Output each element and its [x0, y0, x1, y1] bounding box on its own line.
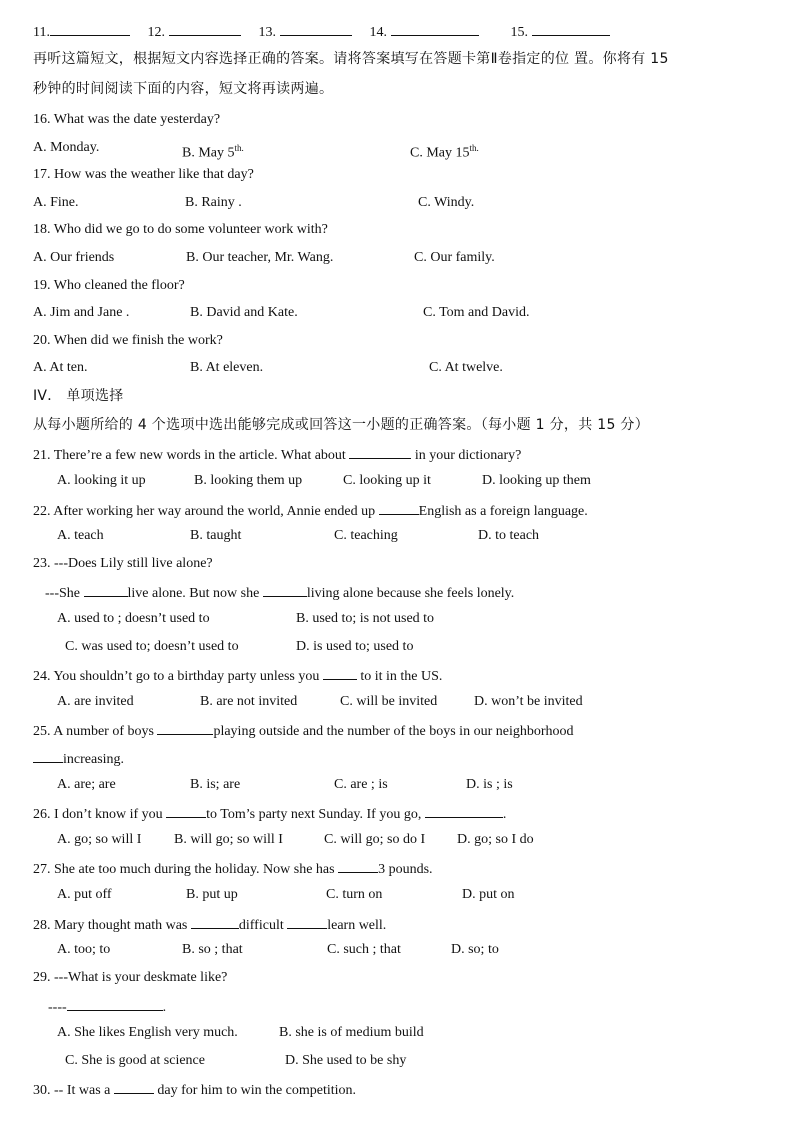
question-23-reply-end: living alone because she feels lonely.	[306, 586, 515, 601]
blank-24[interactable]	[323, 665, 357, 680]
question-28-text-end: learn well.	[327, 918, 387, 933]
question-25	[33, 720, 574, 741]
answer-label-11: 11.	[33, 25, 50, 40]
question-23-reply	[45, 582, 514, 603]
question-30	[33, 1079, 356, 1100]
option-23-b[interactable]: B. used to; is not used to	[296, 611, 435, 626]
option-28-c[interactable]: C. such ; that	[327, 942, 401, 957]
answer-blank-11[interactable]	[50, 21, 130, 36]
option-22-b[interactable]: B. taught	[190, 528, 242, 543]
blank-29[interactable]	[67, 996, 163, 1011]
option-25-d[interactable]: D. is ; is	[466, 777, 513, 792]
option-29-b[interactable]: B. she is of medium build	[279, 1025, 424, 1040]
option-27-d[interactable]: D. put on	[462, 887, 515, 902]
option-16-c-sup: th.	[469, 143, 479, 153]
option-21-d[interactable]: D. looking up them	[482, 473, 591, 488]
blank-25-1[interactable]	[157, 720, 213, 735]
blank-28-2[interactable]	[287, 914, 327, 929]
question-26	[33, 803, 506, 824]
option-23-c[interactable]: C. was used to; doesn’t used to	[65, 639, 239, 654]
option-16-b-text: B. May 5	[182, 145, 235, 161]
option-28-a[interactable]: A. too; to	[57, 942, 111, 957]
option-24-a[interactable]: A. are invited	[57, 694, 134, 709]
question-25-text-end: playing outside and the number of the boys in our neighborhood	[213, 724, 574, 739]
option-29-d[interactable]: D. She used to be shy	[285, 1053, 407, 1068]
question-20: 20. When did we finish the work?	[33, 333, 223, 348]
option-19-c[interactable]: C. Tom and David.	[423, 305, 530, 320]
option-20-b[interactable]: B. At eleven.	[190, 360, 264, 375]
question-23-reply-mid: live alone. But now she	[127, 586, 263, 601]
listening-instruction-line2: 秒钟的时间阅读下面的内容，短文将再读两遍。	[33, 81, 334, 97]
question-29-reply	[48, 996, 166, 1017]
question-25-line2-text: increasing.	[63, 752, 125, 767]
blank-25-2[interactable]	[33, 748, 63, 763]
question-21-text: 21. There’re a few new words in the article. What about	[33, 448, 350, 463]
question-28-text-mid: difficult	[238, 918, 288, 933]
blank-28-1[interactable]	[191, 914, 239, 929]
answer-row	[33, 21, 610, 42]
option-26-c[interactable]: C. will go; so do I	[324, 832, 426, 847]
question-19: 19. Who cleaned the floor?	[33, 278, 185, 293]
question-21	[33, 444, 521, 465]
question-29-reply-end: .	[162, 1000, 167, 1015]
question-17: 17. How was the weather like that day?	[33, 167, 254, 182]
option-16-c-text: C. May 15	[410, 145, 470, 161]
option-28-d[interactable]: D. so; to	[451, 942, 499, 957]
question-28	[33, 914, 386, 935]
answer-label-12: 12.	[147, 25, 165, 40]
question-24-text-end: to it in the US.	[356, 669, 443, 684]
question-25-line2	[33, 748, 124, 769]
option-28-b[interactable]: B. so ; that	[182, 942, 243, 957]
option-26-b[interactable]: B. will go; so will I	[174, 832, 283, 847]
option-27-a[interactable]: A. put off	[57, 887, 112, 902]
option-19-b[interactable]: B. David and Kate.	[190, 305, 298, 320]
question-26-text-mid: to Tom’s party next Sunday. If you go,	[206, 807, 425, 822]
question-21-text-end: in your dictionary?	[411, 448, 522, 463]
option-18-b[interactable]: B. Our teacher, Mr. Wang.	[186, 250, 334, 265]
option-21-a[interactable]: A. looking it up	[57, 473, 146, 488]
question-28-text: 28. Mary thought math was	[33, 918, 191, 933]
blank-23-1[interactable]	[84, 582, 128, 597]
option-29-c[interactable]: C. She is good at science	[65, 1053, 205, 1068]
question-25-text: 25. A number of boys	[33, 724, 158, 739]
answer-blank-12[interactable]	[169, 21, 241, 36]
option-20-c[interactable]: C. At twelve.	[429, 360, 503, 375]
question-26-text-end: .	[502, 807, 507, 822]
option-25-a[interactable]: A. are; are	[57, 777, 116, 792]
question-18: 18. Who did we go to do some volunteer work with?	[33, 222, 328, 237]
answer-label-13: 13.	[258, 25, 276, 40]
question-22-text-end: English as a foreign language.	[418, 504, 588, 519]
question-24	[33, 665, 442, 686]
blank-23-2[interactable]	[263, 582, 307, 597]
question-22	[33, 500, 588, 521]
option-25-c[interactable]: C. are ; is	[334, 777, 388, 792]
question-27-text-end: 3 pounds.	[378, 862, 433, 877]
option-18-c[interactable]: C. Our family.	[414, 250, 495, 265]
answer-blank-13[interactable]	[280, 21, 352, 36]
answer-label-15: 15.	[510, 25, 528, 40]
option-20-a[interactable]: A. At ten.	[33, 360, 88, 375]
blank-26-1[interactable]	[166, 803, 206, 818]
option-23-a[interactable]: A. used to ; doesn’t used to	[57, 611, 210, 626]
question-24-text: 24. You shouldn’t go to a birthday party unless you	[33, 669, 323, 684]
question-27-text: 27. She ate too much during the holiday. Now she has	[33, 862, 339, 877]
option-19-a[interactable]: A. Jim and Jane .	[33, 305, 130, 320]
answer-label-14: 14.	[369, 25, 387, 40]
option-21-c[interactable]: C. looking up it	[343, 473, 431, 488]
blank-21[interactable]	[349, 444, 411, 459]
option-22-d[interactable]: D. to teach	[478, 528, 540, 543]
option-23-d[interactable]: D. is used to; used to	[296, 639, 414, 654]
question-29: 29. ---What is your deskmate like?	[33, 970, 228, 985]
option-18-a[interactable]: A. Our friends	[33, 250, 115, 265]
option-22-a[interactable]: A. teach	[57, 528, 104, 543]
option-17-a[interactable]: A. Fine.	[33, 195, 79, 210]
option-16-b[interactable]	[182, 139, 244, 163]
question-23-reply-start: ---She	[45, 586, 84, 601]
option-24-c[interactable]: C. will be invited	[340, 694, 438, 709]
option-17-c[interactable]: C. Windy.	[418, 195, 475, 210]
option-24-d[interactable]: D. won’t be invited	[474, 694, 583, 709]
question-23: 23. ---Does Lily still live alone?	[33, 556, 213, 571]
option-29-a[interactable]: A. She likes English very much.	[57, 1025, 238, 1040]
blank-27[interactable]	[338, 858, 378, 873]
section-title: IV． 单项选择	[33, 388, 124, 404]
listening-instruction-line1: 再听这篇短文，根据短文内容选择正确的答案。请将答案填写在答题卡第Ⅱ卷指定的位 置。你将有 15	[33, 51, 669, 67]
question-27	[33, 858, 433, 879]
choice-instruction: 从每小题所给的 4 个选项中选出能够完成或回答这一小题的正确答案。（每小题 1 分，共 15 分）	[33, 417, 650, 433]
option-26-a[interactable]: A. go; so will I	[57, 832, 142, 847]
option-22-c[interactable]: C. teaching	[334, 528, 398, 543]
question-26-text: 26. I don’t know if you	[33, 807, 167, 822]
option-27-c[interactable]: C. turn on	[326, 887, 383, 902]
question-29-reply-dashes: ----	[48, 1000, 67, 1015]
option-16-b-sup: th.	[234, 143, 244, 153]
option-27-b[interactable]: B. put up	[186, 887, 238, 902]
question-30-text-end: day for him to win the competition.	[153, 1083, 357, 1098]
option-25-b[interactable]: B. is; are	[190, 777, 241, 792]
question-16: 16. What was the date yesterday?	[33, 112, 221, 127]
blank-26-2[interactable]	[425, 803, 503, 818]
option-17-b[interactable]: B. Rainy .	[185, 195, 242, 210]
option-16-a[interactable]: A. Monday.	[33, 140, 100, 155]
answer-blank-15[interactable]	[532, 21, 610, 36]
option-24-b[interactable]: B. are not invited	[200, 694, 298, 709]
blank-30[interactable]	[114, 1079, 154, 1094]
option-16-c[interactable]	[410, 139, 479, 163]
answer-blank-14[interactable]	[391, 21, 479, 36]
option-26-d[interactable]: D. go; so I do	[457, 832, 534, 847]
blank-22[interactable]	[379, 500, 419, 515]
option-21-b[interactable]: B. looking them up	[194, 473, 303, 488]
question-30-text: 30. -- It was a	[33, 1083, 114, 1098]
question-22-text: 22. After working her way around the world, Annie ended up	[33, 504, 379, 519]
